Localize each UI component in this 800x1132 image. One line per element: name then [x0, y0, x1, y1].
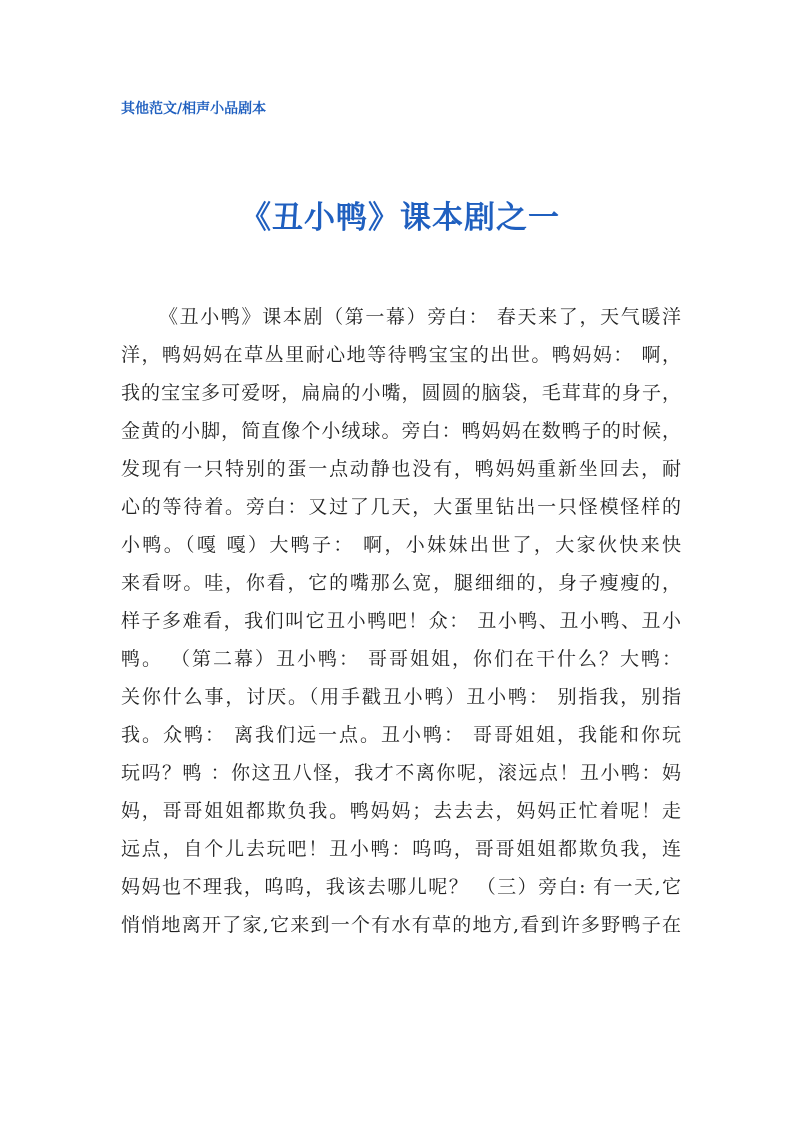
text-line: 玩吗？鸭 ：你这丑八怪，我才不离你呢，滚远点！丑小鸭：妈 — [121, 762, 681, 784]
text-line: 我的宝宝多可爱呀，扁扁的小嘴，圆圆的脑袋，毛茸茸的身子， — [121, 382, 681, 404]
text-line: 样子多难看，我们叫它丑小鸭吧！众： 丑小鸭、丑小鸭、丑小 — [121, 610, 681, 632]
text-line: 金黄的小脚，简直像个小绒球。旁白：鸭妈妈在数鸭子的时候， — [121, 420, 681, 442]
text-line: 妈，哥哥姐姐都欺负我。鸭妈妈；去去去，妈妈正忙着呢！走 — [121, 800, 681, 822]
text-line: 发现有一只特别的蛋一点动静也没有，鸭妈妈重新坐回去，耐 — [121, 458, 681, 480]
text-line: 小鸭。（嘎 嘎）大鸭子： 啊，小妹妹出世了，大家伙快来快 — [121, 534, 681, 556]
text-line: 心的等待着。旁白：又过了几天，大蛋里钻出一只怪模怪样的 — [121, 496, 681, 518]
text-line: 我。众鸭： 离我们远一点。丑小鸭： 哥哥姐姐，我能和你玩 — [121, 724, 681, 746]
breadcrumb[interactable]: 其他范文/相声小品剧本 — [121, 101, 267, 117]
text-line: 关你什么事，讨厌。（用手戳丑小鸭）丑小鸭： 别指我，别指 — [121, 686, 681, 708]
text-line: 远点，自个儿去玩吧！丑小鸭：呜呜，哥哥姐姐都欺负我，连 — [121, 838, 681, 860]
text-line: 鸭。 （第二幕）丑小鸭： 哥哥姐姐，你们在干什么？大鸭： — [121, 648, 681, 670]
text-line: 悄悄地离开了家,它来到一个有水有草的地方,看到许多野鸭子在 — [121, 914, 681, 936]
text-line: 妈妈也不理我，呜呜，我该去哪儿呢？ （三）旁白: 有一天,它 — [121, 876, 681, 898]
page-title: 《丑小鸭》课本剧之一 — [240, 200, 560, 236]
text-line: 《丑小鸭》课本剧（第一幕）旁白： 春天来了，天气暖洋 — [159, 306, 681, 328]
text-line: 来看呀。哇，你看，它的嘴那么宽，腿细细的，身子瘦瘦的， — [121, 572, 681, 594]
text-line: 洋，鸭妈妈在草丛里耐心地等待鸭宝宝的出世。鸭妈妈： 啊， — [121, 344, 681, 366]
body-paragraph — [121, 298, 681, 944]
